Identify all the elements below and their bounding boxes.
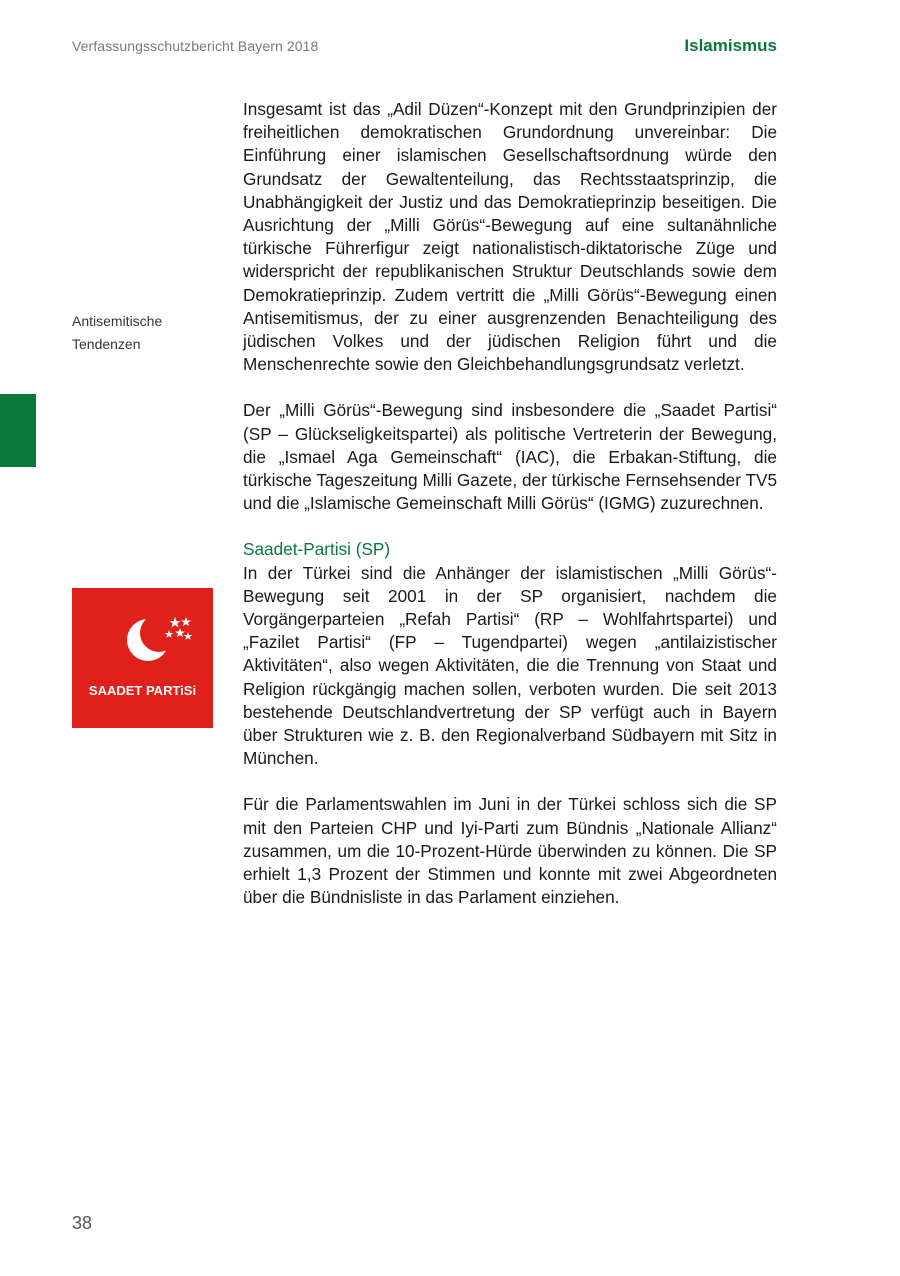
saadet-partisi-logo (72, 588, 213, 728)
report-title: Verfassungsschutzbericht Bayern 2018 (72, 38, 319, 54)
margin-note (72, 310, 162, 356)
main-content (243, 98, 777, 910)
body-paragraph: In der Türkei sind die Anhänger der islamistischen „Milli Görüs“-Bewegung seit 2001 in der SP organisiert, nachdem die Vorgängerparteien „Refah Partisi“ (RP – Wohlfahrtspartei) und „Fazilet Partisi“ (FP – Tugendpartei) wegen „antilaizistischer Aktivitäten“, also wegen Aktivitäten, die die Trennung von Staat und Religion rückgängig machen sollen, verboten wurden. Die seit 2013 bestehende Deutschlandvertretung der SP verfügt auch in Bayern über Strukturen wie z. B. den Regionalverband Südbayern mit Sitz in München. (243, 562, 777, 769)
page-number: 38 (72, 1213, 93, 1233)
chapter-tab-marker (0, 394, 36, 467)
margin-note-line: Tendenzen (72, 336, 141, 352)
margin-note-line: Antisemitische (72, 313, 163, 329)
body-paragraph: Insgesamt ist das „Adil Düzen“-Konzept mit den Grundprinzipien der freiheitlichen demokratischen Grundordnung unvereinbar: Die Einführung einer islamischen Gesellschaftsordnung würde den Grundsatz der Gewaltenteilung, das Rechtsstaatsprinzip, die Unabhängigkeit der Justiz und das Demokratieprinzip beseitigen. Die Ausrichtung der „Milli Görüs“-Bewegung auf eine sultanähnliche türkische Führerfigur zeigt nationalistisch-diktatorische Züge und widerspricht der republikanischen Struktur Deutschlands sowie dem Demokratieprinzip. Zudem vertritt die „Milli Görüs“-Bewegung einen Antisemitismus, der zu einer ausgrenzenden Benachteiligung des jüdischen Volkes und der jüdischen Religion führt und die Menschenrechte sowie den Gleichbehandlungsgrundsatz verletzt. (243, 99, 777, 375)
logo-wordmark: SAADET PARTiSi (88, 683, 197, 698)
body-paragraph: Für die Parlamentswahlen im Juni in der Türkei schloss sich die SP mit den Parteien CHP und Iyi-Parti zum Bündnis „Nationale Allianz“ zusammen, um die 10-Prozent-Hürde überwinden zu können. Die SP erhielt 1,3 Prozent der Stimmen und konnte mit zwei Abgeordneten über die Bündnisliste in das Parlament einziehen. (243, 794, 777, 908)
section-heading: Saadet-Partisi (SP) (243, 539, 391, 560)
body-paragraph: Der „Milli Görüs“-Bewegung sind insbesondere die „Saadet Partisi“ (SP – Glückseligkeitspartei) als politische Vertreterin der Bewegung, die „Ismael Aga Gemeinschaft“ (IAC), die Erbakan-Stiftung, die türkische Tageszeitung Milli Gazete, der türkische Fernsehsender TV5 und die „Islamische Gemeinschaft Milli Görüs“ (IGMG) zuzurechnen. (243, 400, 777, 514)
chapter-title: Islamismus (684, 36, 777, 55)
section-saadet-partisi (243, 538, 777, 909)
crescent-and-stars-icon (72, 588, 213, 728)
